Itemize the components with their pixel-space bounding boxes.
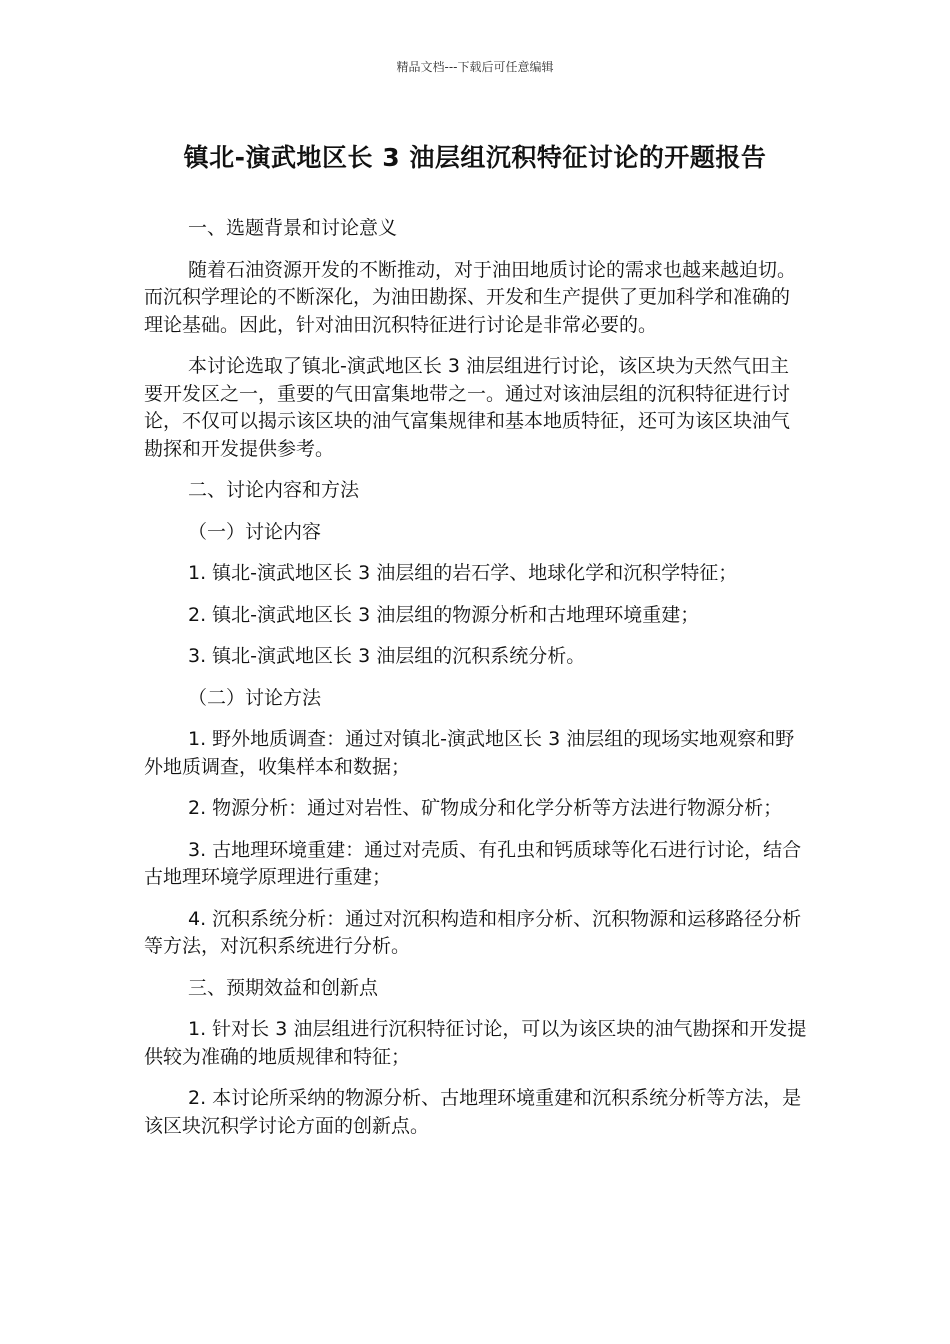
section-heading-background: 一、选题背景和讨论意义 bbox=[188, 217, 398, 239]
list-item-method-3: 3. 古地理环境重建：通过对壳质、有孔虫和钙质球等化石进行讨论，结合古地理环境学原理进行重建； bbox=[144, 838, 802, 888]
list-item-method-4: 4. 沉积系统分析：通过对沉积构造和相序分析、沉积物源和运移路径分析等方法，对沉积系统进行分析。 bbox=[144, 907, 802, 957]
document-title: 镇北-演武地区长 3 油层组沉积特征讨论的开题报告 bbox=[183, 143, 767, 172]
subsection-heading-method: （二）讨论方法 bbox=[188, 686, 322, 709]
list-item-benefit-2: 2. 本讨论所采纳的物源分析、古地理环境重建和沉积系统分析等方法，是该区块沉积学讨论方面的创新点。 bbox=[144, 1087, 802, 1137]
paragraph-background: 随着石油资源开发的不断推动，对于油田地质讨论的需求也越来越迫切。而沉积学理论的不断深化，为油田勘探、开发和生产提供了更加科学和准确的理论基础。因此，针对油田沉积特征进行讨论是非常必要的。 bbox=[144, 258, 797, 336]
list-item-method-2: 2. 物源分析：通过对岩性、矿物成分和化学分析等方法进行物源分析； bbox=[188, 797, 783, 819]
subsection-heading-content: （一）讨论内容 bbox=[188, 520, 322, 543]
page-header: 精品文档---下载后可任意编辑 bbox=[396, 60, 554, 74]
list-item-method-1: 1. 野外地质调查：通过对镇北-演武地区长 3 油层组的现场实地观察和野外地质调查，收集样本和数据； bbox=[144, 728, 795, 778]
list-item-content-2: 2. 镇北-演武地区长 3 油层组的物源分析和古地理环境重建； bbox=[188, 603, 700, 626]
section-heading-content-method: 二、讨论内容和方法 bbox=[188, 479, 360, 501]
document-body bbox=[144, 215, 808, 1154]
list-item-benefit-1: 1. 针对长 3 油层组进行沉积特征讨论，可以为该区块的油气勘探和开发提供较为准确的地质规律和特征； bbox=[144, 1018, 807, 1068]
paragraph-study-area: 本讨论选取了镇北-演武地区长 3 油层组进行讨论，该区块为天然气田主要开发区之一，重要的气田富集地带之一。通过对该油层组的沉积特征进行讨论，不仅可以揭示该区块的油气富集规律和基本地质特征，还可为该区块油气勘探和开发提供参考。 bbox=[144, 355, 791, 460]
list-item-content-1: 1. 镇北-演武地区长 3 油层组的岩石学、地球化学和沉积学特征； bbox=[188, 562, 738, 584]
list-item-content-3: 3. 镇北-演武地区长 3 油层组的沉积系统分析。 bbox=[188, 645, 586, 667]
section-heading-benefits: 三、预期效益和创新点 bbox=[188, 976, 379, 999]
